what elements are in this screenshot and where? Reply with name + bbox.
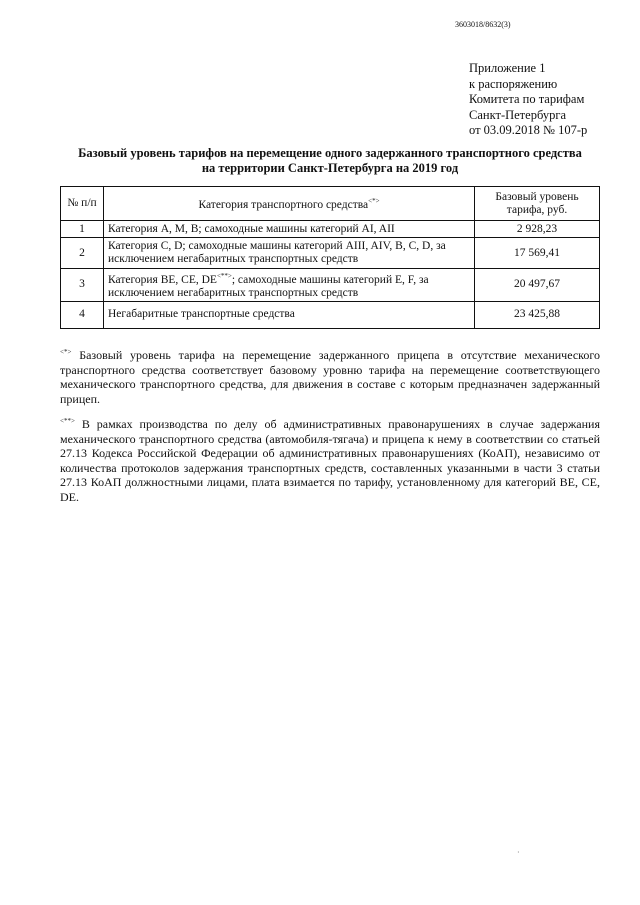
- header-category-footnote-mark: <*>: [368, 197, 380, 206]
- appendix-line: к распоряжению: [469, 76, 558, 91]
- row-category: Категория A, M, B; самоходные машины категорий AI, AII: [104, 221, 475, 238]
- row-tariff-value: 23 425,88: [475, 301, 600, 328]
- tariff-table: [60, 186, 600, 329]
- table-row: [61, 269, 600, 302]
- footnote-text: Базовый уровень тарифа на перемещение задержанного прицепа в отсутствие механического транспортного средства соответствует базовому уровню тарифа на перемещение соответствующего механического транспортного средства, для движения в составе с которым предназначен задержанный прицеп.: [60, 348, 600, 406]
- footnote-mark: <*>: [60, 348, 72, 356]
- header-category: [104, 187, 475, 221]
- row-category: Негабаритные транспортные средства: [104, 301, 475, 328]
- row-category-footnote-mark: <**>: [216, 272, 232, 280]
- table-row: [61, 221, 600, 238]
- document-reference-number: 3603018/8632(3): [455, 20, 511, 29]
- title-line: на территории Санкт-Петербурга на 2019 год: [201, 161, 459, 175]
- row-category: [104, 269, 475, 302]
- scan-mark: ·: [517, 848, 520, 857]
- footnote: [60, 345, 600, 406]
- row-number: 3: [61, 269, 104, 302]
- appendix-block: [469, 61, 587, 139]
- row-number: 4: [61, 301, 104, 328]
- header-category-text: Категория транспортного средства: [198, 198, 369, 211]
- appendix-line: от 03.09.2018 № 107-р: [469, 123, 588, 137]
- title-line: Базовый уровень тарифов на перемещение одного задержанного транспортного средства: [78, 146, 582, 160]
- row-tariff-value: 2 928,23: [475, 221, 600, 238]
- appendix-line: Комитета по тарифам: [469, 92, 585, 106]
- row-category-text: Категория BE, CE, DE: [108, 273, 217, 286]
- footnote: [60, 414, 600, 504]
- row-tariff-value: 20 497,67: [475, 269, 600, 302]
- footnote-text: В рамках производства по делу об административных правонарушениях в случае задержания механического транспортного средства (автомобиля-тягача) и прицепа к нему в соответствии со статьей 27.13 Кодекса Российской Федерации об административных правонарушениях (КоАП), независимо от количества протоколов задержания транспортных средств, составленных указанными в части 3 статьи 27.13 КоАП должностными лицами, плата взимается по тарифу, установленному для категорий BE, CE, DE.: [60, 417, 600, 504]
- appendix-line: Приложение 1: [469, 61, 546, 75]
- document-title: [60, 146, 600, 176]
- row-category: Категория C, D; самоходные машины категорий AIII, AIV, B, C, D, за исключением негабаритных транспортных средств: [104, 238, 475, 269]
- table-row: [61, 301, 600, 328]
- row-category-tail: ; самоходные машины категорий E, F, за исключением негабаритных транспортных средств: [108, 273, 429, 299]
- row-tariff-value: 17 569,41: [475, 238, 600, 269]
- table-row: [61, 238, 600, 269]
- row-number: 1: [61, 221, 104, 238]
- header-number: № п/п: [61, 187, 104, 221]
- footnote-mark: <**>: [60, 417, 75, 425]
- header-tariff: Базовый уровень тарифа, руб.: [475, 187, 600, 221]
- appendix-line: Санкт-Петербурга: [469, 107, 567, 122]
- row-number: 2: [61, 238, 104, 269]
- table-header-row: [61, 187, 600, 221]
